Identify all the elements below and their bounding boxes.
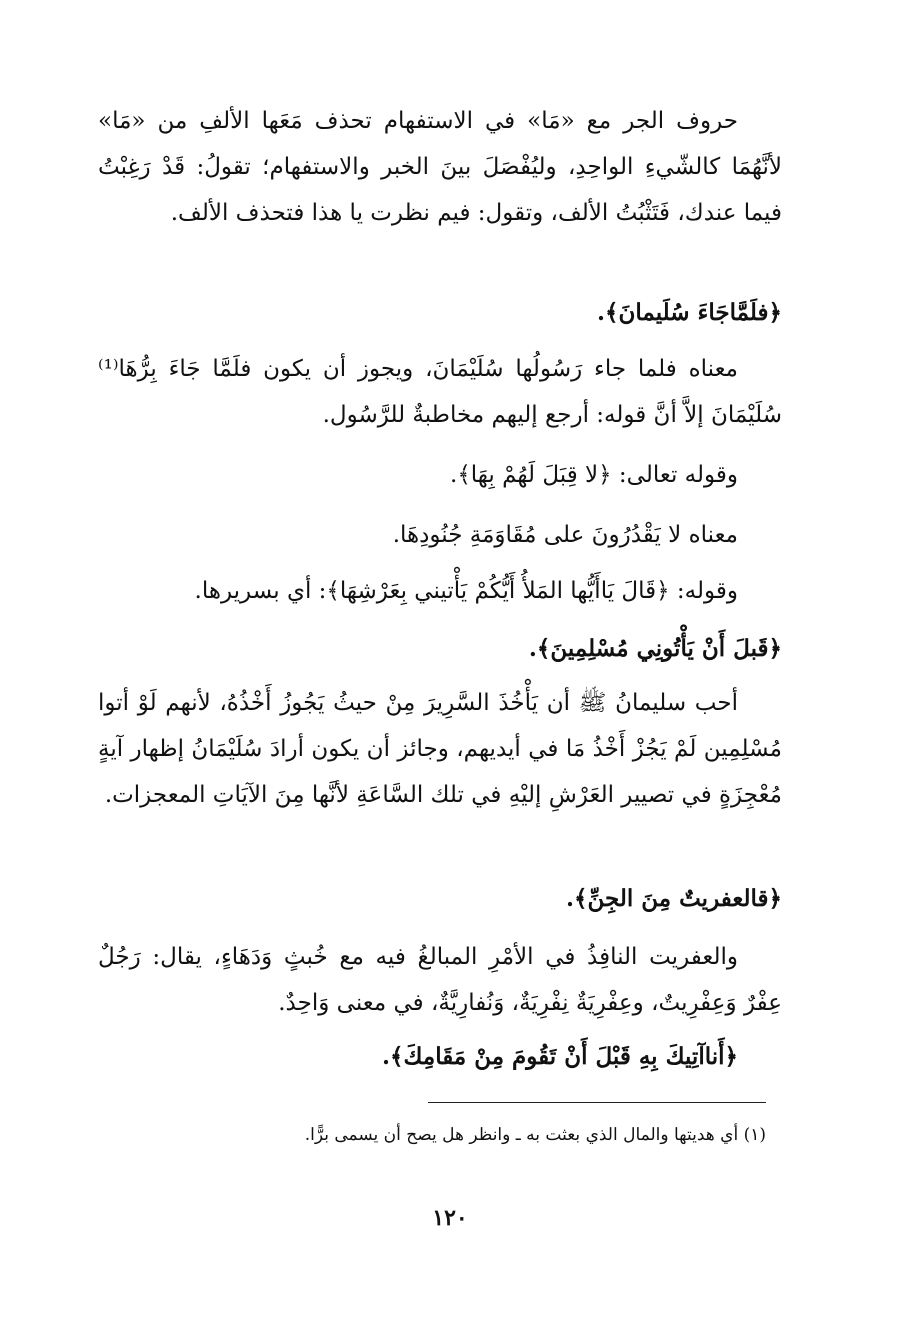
quran-verse: ﴿قَبلَ أَنْ يَأْتُونِي مُسْلِمِينَ﴾. xyxy=(528,635,782,662)
footnote-divider xyxy=(428,1102,766,1103)
verse-lamma-jaa-sulayman xyxy=(98,290,782,336)
verse-qabla-an-yatuni xyxy=(98,626,782,672)
page-number: ١٢٠ xyxy=(432,1205,468,1231)
verse-ifrit-min-al-jinn xyxy=(98,876,782,922)
paragraph-text: أحب سليمانُ ﷺ أن يَأْخُذَ السَّرِيرَ مِنْ حيثُ يَجُوزُ أَخْذُهُ، لأنهم لَوْ أتوا مُسْلِمِين لَمْ يَجُزْ أَخْذُ مَا في أيديهم، وجائز أن يكون أرادَ سُلَيْمَانُ إظهار آيةٍ مُعْجِزَةٍ في تصيير العَرْشِ إليْهِ في تلك السَّاعَةِ لأنَّها مِنَ الآيَاتِ المعجزات. xyxy=(98,690,782,808)
verse-ana-atika-bihi xyxy=(98,1034,782,1080)
paragraph-ifrit-meaning xyxy=(98,934,782,1026)
paragraph-text: والعفريت النافِذُ في الأمْرِ المبالغُ فيه مع خُبثٍ وَدَهَاءٍ، يقال: رَجُلٌ عِفْرٌ وَعِفْرِيتٌ، وعِفْرِيَةٌ نِفْرِيَةٌ، وَنُفارِيَّةٌ، في معنى وَاحِدٌ. xyxy=(98,944,782,1016)
paragraph-meaning-messenger xyxy=(98,346,782,438)
paragraph-sulayman-throne xyxy=(98,680,782,818)
paragraph-meaning-armies xyxy=(98,512,782,558)
quran-verse: ﴿أَناآتِيكَ بِهِ قَبْلَ أَنْ تَقُومَ مِنْ مَقَامِكَ﴾. xyxy=(382,1043,738,1070)
footnote: (١) أي هديتها والمال الذي بعثت به ـ وانظر هل يصح أن يسمى برًّا. xyxy=(304,1125,766,1145)
quran-verse: ﴿فلَمَّاجَاءَ سُلَيمانَ﴾. xyxy=(597,299,782,326)
quran-verse: وقوله تعالى: ﴿لا قِبَلَ لَهُمْ بِهَا﴾. xyxy=(450,462,738,488)
paragraph-text: معناه فلما جاء رَسُولُها سُلَيْمَانَ، ويجوز أن يكون فلَمَّا جَاءَ بِرُّهَا⁽¹⁾ سُلَيْمَانَ إلاَّ أنَّ قوله: أرجع إليهم مخاطبةٌ للرَّسُول. xyxy=(98,356,782,428)
paragraph-alif-deletion xyxy=(98,98,782,236)
quran-verse: وقوله: ﴿قَالَ يَاأَيُّها المَلأُ أَيُّكُمْ يَأْتيني بِعَرْشِهَا﴾: أي بسريرها. xyxy=(194,578,738,604)
paragraph-text: حروف الجر مع «مَا» في الاستفهام تحذف مَعَها الألفِ من «مَا» لأنَّهُمَا كالشّيءِ الواحِدِ، وليُفْصَلَ بينَ الخبر والاستفهام؛ تقولُ: قَدْ رَغِبْتُ فيما عندك، فَتَثْبُتُ الألف، وتقول: فيم نظرت يا هذا فتحذف الألف. xyxy=(98,108,782,226)
verse-la-qibala xyxy=(98,452,782,498)
paragraph-text: معناه لا يَقْدُرُونَ على مُقَاوَمَةِ جُنُودِهَا. xyxy=(392,522,738,548)
verse-ayyukum-yatini xyxy=(98,568,782,614)
quran-verse: ﴿قالعفريتٌ مِنَ الجِنِّ﴾. xyxy=(566,885,782,912)
